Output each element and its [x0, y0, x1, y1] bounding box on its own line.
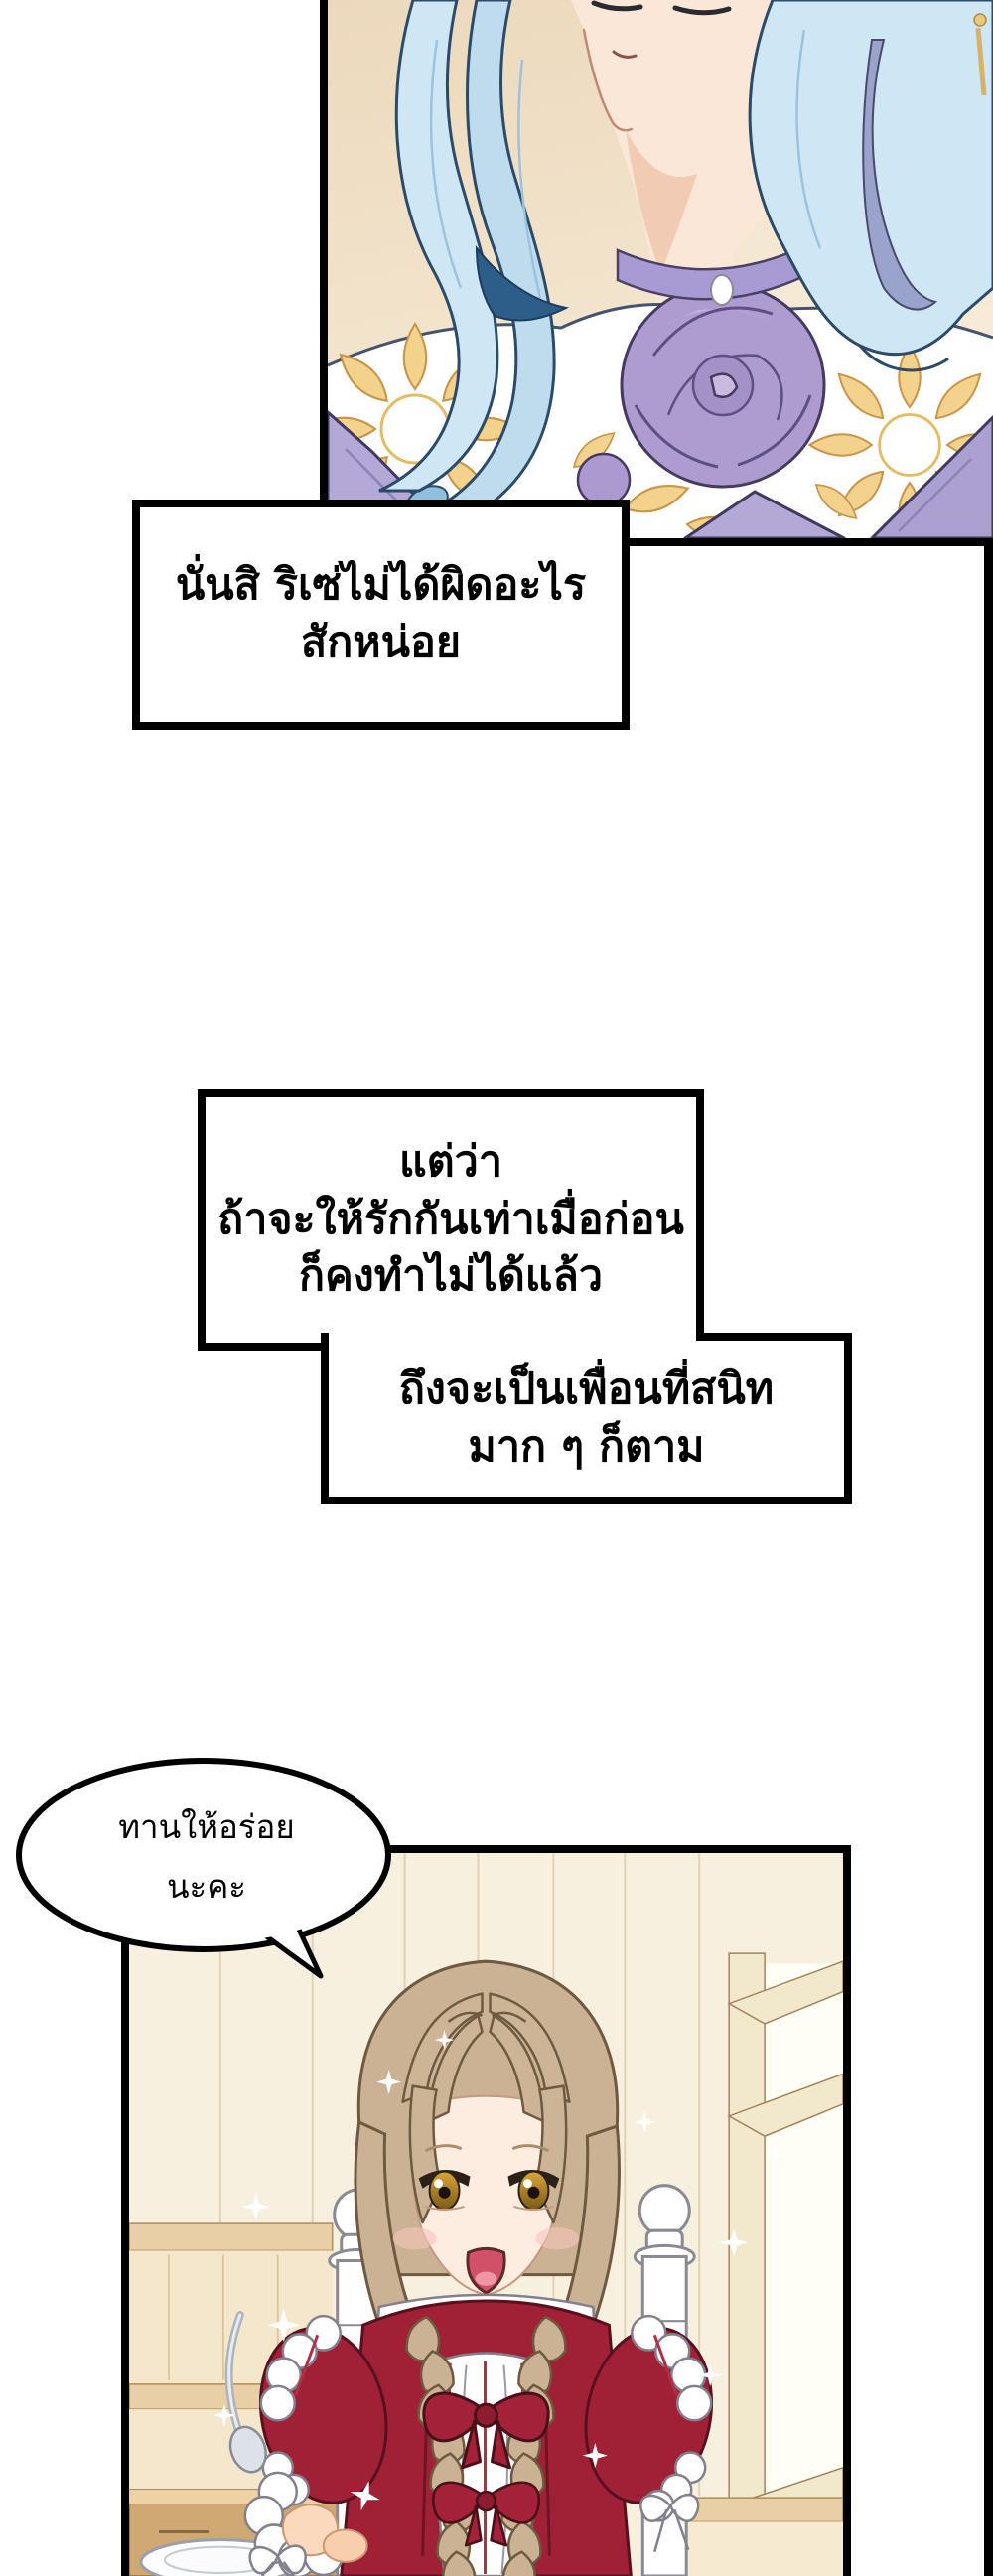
- narration-line: แต่ว่า: [399, 1137, 502, 1188]
- narration-line: นั่นสิ ริเซ่ไม่ได้ผิดอะไร: [175, 560, 587, 611]
- speech-line: ทานให้อร่อย: [118, 1806, 295, 1846]
- box-union-join: [329, 1333, 696, 1359]
- narration-line: สักหน่อย: [300, 618, 462, 667]
- narration-box-1: [132, 500, 630, 730]
- narration-box-2: [198, 1089, 704, 1351]
- speech-bubble: [8, 1750, 405, 1988]
- narration-line: ถึงจะเป็นเพื่อนที่สนิท: [398, 1363, 775, 1414]
- blush-right: [535, 2227, 579, 2249]
- narration-line: ถ้าจะให้รักกันเท่าเมื่อก่อน: [217, 1194, 684, 1244]
- page-right-edge-line: [984, 536, 993, 2576]
- panel-top-illustration: [320, 0, 993, 546]
- blush-left: [393, 2227, 437, 2249]
- narration-line: มาก ๆ ก็ตาม: [468, 1421, 705, 1472]
- pendant-icon: [711, 275, 733, 305]
- narration-line: ก็คงทำไม่ได้แล้ว: [298, 1251, 604, 1302]
- speech-bubble-text: [38, 1778, 375, 1936]
- speech-line: นะคะ: [166, 1867, 247, 1906]
- top-illustration-art: [328, 0, 993, 538]
- peach-cuff: [324, 2529, 367, 2561]
